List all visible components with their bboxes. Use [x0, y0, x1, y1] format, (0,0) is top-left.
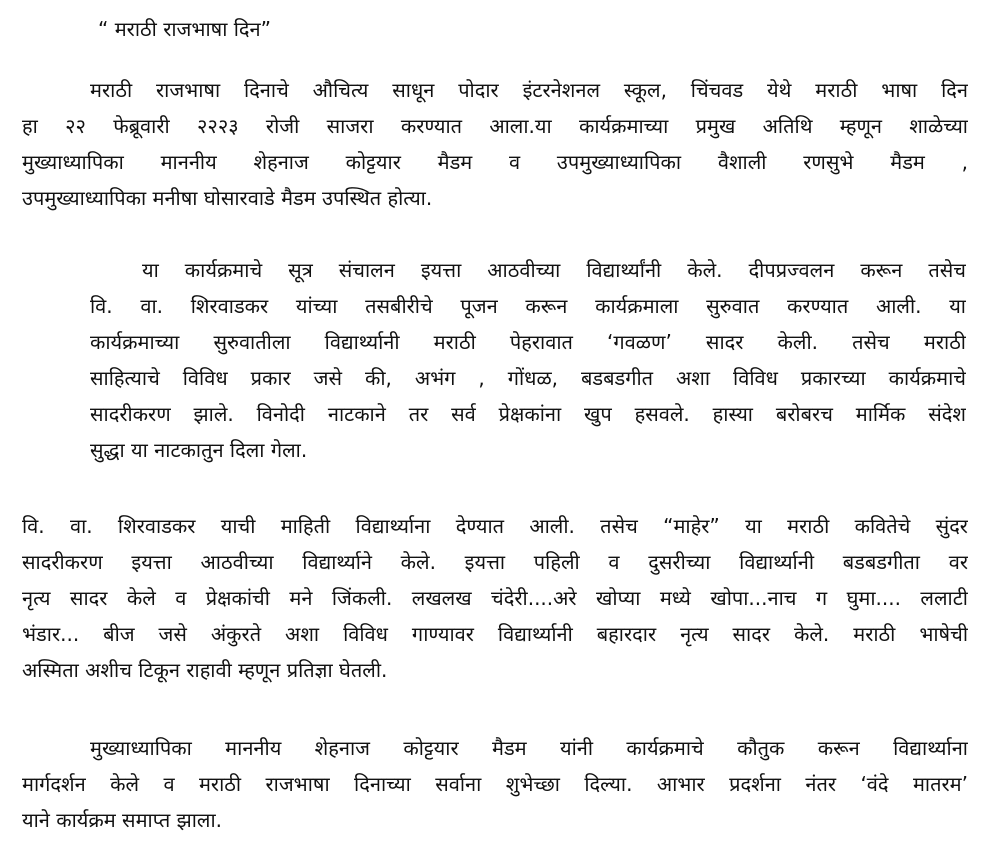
text-line: मुख्याध्यापिका माननीय शेहनाज कोट्टयार मैडम व उपमुख्याध्यापिका वैशाली रणसुभे मैडम , [22, 150, 968, 174]
paragraph-introduction [22, 72, 968, 216]
text-line: वि. वा. शिरवाडकर याची माहिती विद्यार्थ्याना देण्यात आली. तसेच “माहेर” या मराठी कवितेचे सुंदर [22, 514, 968, 538]
text-line: सादरीकरण इयत्ता आठवीच्या विद्यार्थ्याने केले. इयत्ता पहिली व दुसरीच्या विद्यार्थ्यानी बडबडगीता वर [22, 550, 968, 574]
paragraph-performances [22, 508, 968, 688]
text-line: हा २२ फेब्रूवारी २२२३ रोजी साजरा करण्यात आला.या कार्यक्रमाच्या प्रमुख अतिथि म्हणून शाळेच्या [22, 114, 968, 138]
paragraph-program-details [90, 252, 966, 468]
paragraph-conclusion [22, 730, 968, 838]
text-line: अस्मिता अशीच टिकून राहावी म्हणून प्रतिज्ञा घेतली. [22, 658, 388, 682]
document-title: “ मराठी राजभाषा दिन” [98, 17, 271, 41]
text-line: नृत्य सादर केले व प्रेक्षकांची मने जिंकली. लखलख चंदेरी....अरे खोप्या मध्ये खोपा...नाच ग घुमा.... ललाटी [22, 586, 968, 610]
text-line: सादरीकरण झाले. विनोदी नाटकाने तर सर्व प्रेक्षकांना खुप हसवले. हास्या बरोबरच मार्मिक संदेश [90, 402, 966, 426]
text-line: मराठी राजभाषा दिनाचे औचित्य साधून पोदार इंटरनेशनल स्कूल, चिंचवड येथे मराठी भाषा दिन [90, 78, 968, 102]
text-line: भंडार... बीज जसे अंकुरते अशा विविध गाण्यावर विद्यार्थ्यानी बहारदार नृत्य सादर केले. मराठी भाषेची [22, 622, 968, 646]
text-line: कार्यक्रमाच्या सुरुवातीला विद्यार्थ्यानी मराठी पेहरावात ‘गवळण’ सादर केली. तसेच मराठी [90, 330, 966, 354]
text-line: मुख्याध्यापिका माननीय शेहनाज कोट्टयार मैडम यांनी कार्यक्रमाचे कौतुक करून विद्यार्थ्याना [90, 736, 968, 760]
text-line: सुद्धा या नाटकातुन दिला गेला. [90, 438, 308, 462]
text-line: उपमुख्याध्यापिका मनीषा घोसारवाडे मैडम उपस्थित होत्या. [22, 186, 433, 210]
text-line: मार्गदर्शन केले व मराठी राजभाषा दिनाच्या सर्वाना शुभेच्छा दिल्या. आभार प्रदर्शना नंतर ‘वंदे मातरम’ [22, 772, 968, 796]
text-line: या कार्यक्रमाचे सूत्र संचालन इयत्ता आठवीच्या विद्यार्थ्यांनी केले. दीपप्रज्वलन करून तसेच [142, 258, 966, 282]
text-line: याने कार्यक्रम समाप्त झाला. [22, 808, 223, 832]
text-line: साहित्याचे विविध प्रकार जसे की, अभंग , गोंधळ, बडबडगीत अशा विविध प्रकारच्या कार्यक्रमाचे [90, 366, 966, 390]
text-line: वि. वा. शिरवाडकर यांच्या तसबीरीचे पूजन करून कार्यक्रमाला सुरुवात करण्यात आली. या [90, 294, 966, 318]
